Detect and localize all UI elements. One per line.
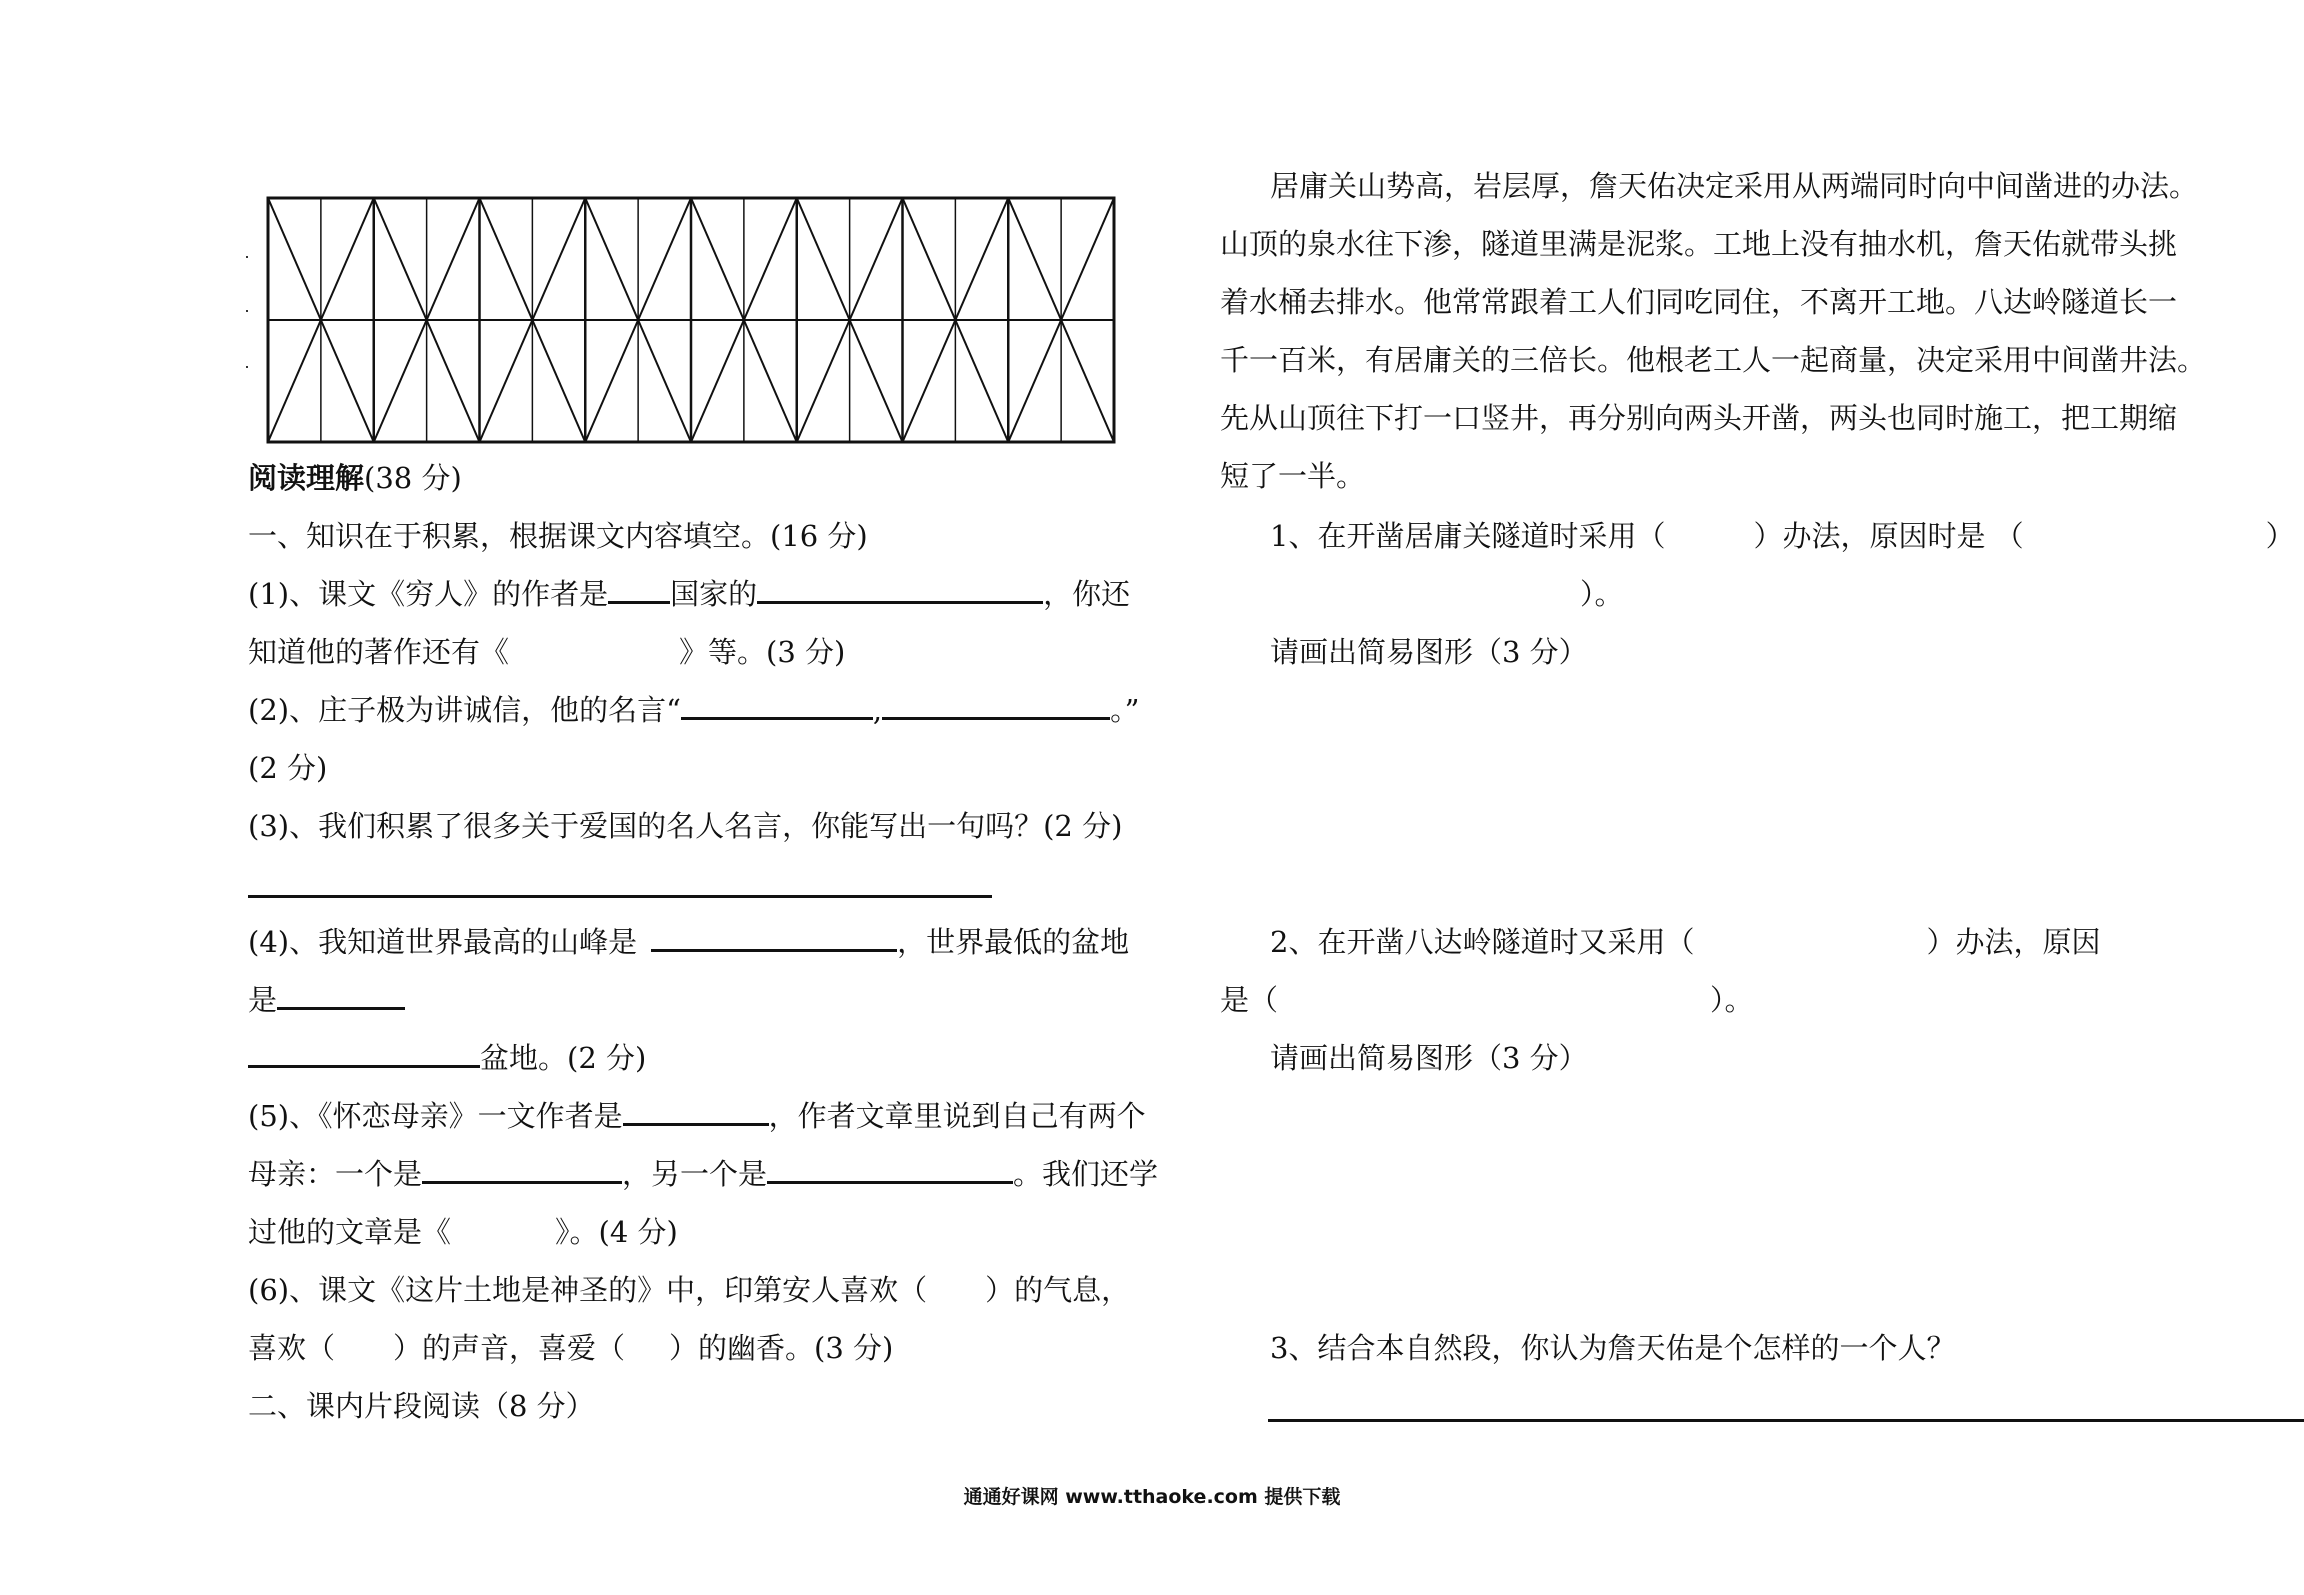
answer-line[interactable] bbox=[248, 895, 992, 898]
question-2-heading: 二、课内片段阅读（8 分） bbox=[248, 1389, 595, 1423]
passage-line: 千一百米，有居庸关的三倍长。他根老工人一起商量，决定采用中间凿井法。 bbox=[1220, 343, 2207, 377]
question-1-1-line-1: (1)、课文《穷人》的作者是 国家的 ，你还 bbox=[248, 577, 1131, 611]
answer-blank[interactable] bbox=[248, 1039, 480, 1068]
question-1-5-line-2: 母亲：一个是 ，另一个是 。我们还学 bbox=[248, 1157, 1159, 1191]
question-1-5-line-1: (5)、《怀恋母亲》一文作者是 ，作者文章里说到自己有两个 bbox=[248, 1099, 1146, 1133]
passage-line: 短了一半。 bbox=[1220, 459, 1366, 493]
margin-dot bbox=[246, 310, 248, 312]
question-1-4-line-2: 是 bbox=[248, 980, 405, 1020]
writing-practice-grid bbox=[266, 196, 1116, 444]
margin-dot bbox=[246, 366, 248, 368]
question-1-2-line-2: (2 分) bbox=[248, 751, 328, 785]
answer-blank[interactable] bbox=[681, 691, 873, 720]
margin-dot bbox=[246, 256, 248, 258]
reading-question-1-line-1: 1、在开凿居庸关隧道时采用（ ）办法，原因时是 （ ） bbox=[1270, 519, 2295, 553]
reading-question-2-line-1: 2、在开凿八达岭隧道时又采用（ ）办法，原因 bbox=[1270, 925, 2101, 959]
answer-blank[interactable] bbox=[767, 1155, 1013, 1184]
question-1-4-line-1: (4)、我知道世界最高的山峰是 ，世界最低的盆地 bbox=[248, 925, 1130, 959]
answer-blank[interactable] bbox=[651, 923, 897, 952]
section-title: 阅读理解(38 分) bbox=[248, 461, 462, 495]
question-1-5-line-3: 过他的文章是《 》。(4 分) bbox=[248, 1215, 678, 1249]
question-1-4-line-3: 盆地。(2 分) bbox=[248, 1038, 646, 1078]
reading-question-1-line-2: ）。 bbox=[1580, 577, 1624, 611]
footer-source: 通通好课网 www.tthaoke.com 提供下载 bbox=[963, 1486, 1341, 1508]
question-1-2-line-1: (2)、庄子极为讲诚信，他的名言“ , 。” bbox=[248, 693, 1140, 727]
answer-blank[interactable] bbox=[422, 1155, 622, 1184]
reading-question-1-draw: 请画出简易图形（3 分） bbox=[1270, 635, 1588, 669]
reading-question-3: 3、结合本自然段，你认为詹天佑是个怎样的一个人？ bbox=[1270, 1331, 1956, 1365]
answer-blank[interactable] bbox=[277, 981, 405, 1010]
answer-blank[interactable] bbox=[882, 691, 1110, 720]
question-1-6-line-1: (6)、课文《这片土地是神圣的》中，印第安人喜欢（ ）的气息， bbox=[248, 1273, 1131, 1307]
question-1-1-line-2: 知道他的著作还有《 》等。(3 分) bbox=[248, 635, 846, 669]
answer-blank[interactable] bbox=[608, 575, 670, 604]
answer-line[interactable] bbox=[1268, 1419, 2304, 1422]
question-1-heading: 一、知识在于积累，根据课文内容填空。(16 分) bbox=[248, 519, 868, 553]
passage-line: 先从山顶往下打一口竖井，再分别向两头开凿，两头也同时施工，把工期缩 bbox=[1220, 401, 2178, 435]
passage-line: 着水桶去排水。他常常跟着工人们同吃同住，不离开工地。八达岭隧道长一 bbox=[1220, 285, 2178, 319]
answer-blank[interactable] bbox=[757, 575, 1043, 604]
reading-question-2-line-2: 是（ ）。 bbox=[1220, 983, 1754, 1017]
question-1-6-line-2: 喜欢（ ）的声音，喜爱（ ）的幽香。(3 分) bbox=[248, 1331, 894, 1365]
passage-line: 山顶的泉水往下渗，隧道里满是泥浆。工地上没有抽水机，詹天佑就带头挑 bbox=[1220, 227, 2178, 261]
reading-question-2-draw: 请画出简易图形（3 分） bbox=[1270, 1041, 1588, 1075]
question-1-3: (3)、我们积累了很多关于爱国的名人名言，你能写出一句吗？(2 分) bbox=[248, 809, 1123, 843]
answer-blank[interactable] bbox=[623, 1097, 769, 1126]
passage-line: 居庸关山势高，岩层厚，詹天佑决定采用从两端同时向中间凿进的办法。 bbox=[1270, 169, 2199, 203]
